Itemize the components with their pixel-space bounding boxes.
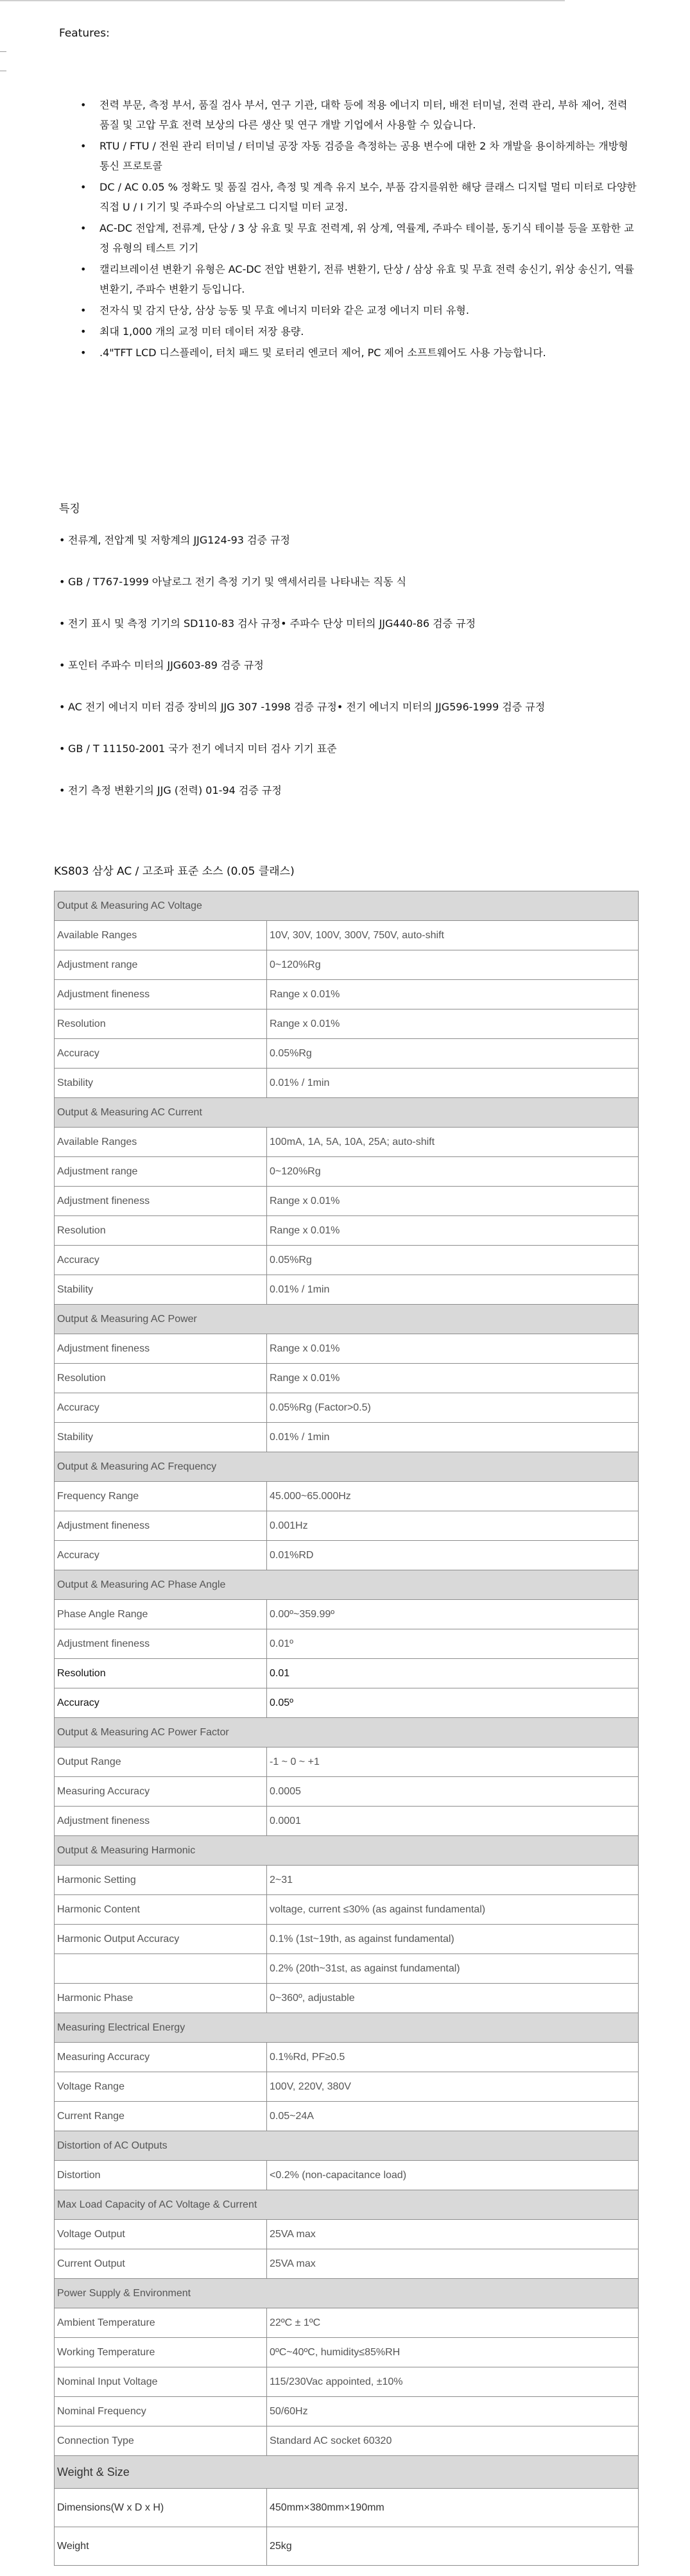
spec-row <box>55 2367 639 2397</box>
spec-value: 25VA max <box>267 2249 639 2279</box>
spec-row <box>55 2527 639 2566</box>
spec-section-row <box>55 1718 639 1747</box>
spec-row <box>55 1541 639 1570</box>
spec-section-title: Distortion of AC Outputs <box>55 2131 639 2161</box>
spec-row <box>55 980 639 1009</box>
spec-value: Range x 0.01% <box>267 1216 639 1246</box>
features-list-item: • DC / AC 0.05 % 정확도 및 품질 검사, 측정 및 계측 유지 보수, 부품 감지를위한 해당 클래스 디지털 멀티 미터로 다양한 직접 U / I 기기 및 주파수의 아날로그 디지털 미터 교정. <box>80 177 639 217</box>
spec-value: 0.05%Rg <box>267 1039 639 1069</box>
spec-row <box>55 2489 639 2527</box>
spec-label: Weight <box>55 2527 267 2566</box>
spec-section-title: Power Supply & Environment <box>55 2279 639 2308</box>
spec-value: 2~31 <box>267 1866 639 1895</box>
spec-value: 0~120%Rg <box>267 950 639 980</box>
spec-label: Ambient Temperature <box>55 2308 267 2338</box>
spec-row <box>55 1364 639 1393</box>
spec-label: Available Ranges <box>55 1128 267 1157</box>
spec-label: Stability <box>55 1423 267 1452</box>
spec-value: 0.00º~359.99º <box>267 1600 639 1629</box>
spec-value: 0.1% (1st~19th, as against fundamental) <box>267 1925 639 1954</box>
features-list-item: • 캘리브레이션 변환기 유형은 AC-DC 전압 변환기, 전류 변환기, 단상 / 삼상 유효 및 무효 전력 송신기, 위상 송신기, 역률 변환기, 주파수 변환기 등입니다. <box>80 259 639 299</box>
spec-section-title: Measuring Electrical Energy <box>55 2013 639 2043</box>
spec-label: Phase Angle Range <box>55 1600 267 1629</box>
spec-value: Range x 0.01% <box>267 980 639 1009</box>
korean-features-list <box>59 530 643 822</box>
spec-label: Adjustment fineness <box>55 1629 267 1659</box>
spec-value: <0.2% (non-capacitance load) <box>267 2161 639 2190</box>
spec-value: Range x 0.01% <box>267 1187 639 1216</box>
spec-value: 0.01% / 1min <box>267 1275 639 1305</box>
spec-label: Accuracy <box>55 1688 267 1718</box>
features-list-item: • .4"TFT LCD 디스플레이, 터치 패드 및 로터리 엔코더 제어, PC 제어 소프트웨어도 사용 가능합니다. <box>80 343 639 363</box>
spec-section-title: Output & Measuring AC Power Factor <box>55 1718 639 1747</box>
spec-section-title: Output & Measuring Harmonic <box>55 1836 639 1866</box>
spec-label: Measuring Accuracy <box>55 2043 267 2072</box>
korean-features-item: • AC 전기 에너지 미터 검증 장비의 JJG 307 -1998 검증 규정• 전기 에너지 미터의 JJG596-1999 검증 규정 <box>59 697 643 717</box>
spec-label: Resolution <box>55 1009 267 1039</box>
spec-row <box>55 1600 639 1629</box>
spec-label: Stability <box>55 1069 267 1098</box>
features-list-item: • RTU / FTU / 전원 관리 터미널 / 터미널 공장 자동 검증을 측정하는 공용 변수에 대한 2 차 개발을 용이하게하는 개방형 통신 프로토콜 <box>80 136 639 176</box>
korean-features-item: • 전류계, 전압계 및 저항계의 JJG124-93 검증 규정 <box>59 530 643 550</box>
spec-label: Adjustment fineness <box>55 980 267 1009</box>
spec-row <box>55 1039 639 1069</box>
spec-label: Adjustment range <box>55 950 267 980</box>
spec-row <box>55 1216 639 1246</box>
spec-value: Range x 0.01% <box>267 1009 639 1039</box>
spec-label: Available Ranges <box>55 921 267 950</box>
spec-value: 0.001Hz <box>267 1511 639 1541</box>
spec-label: Current Range <box>55 2102 267 2131</box>
korean-features-item: • GB / T767-1999 아날로그 전기 측정 기기 및 액세서리를 나타내는 직동 식 <box>59 572 643 592</box>
spec-value: -1 ~ 0 ~ +1 <box>267 1747 639 1777</box>
spec-row <box>55 1128 639 1157</box>
spec-value: 0ºC~40ºC, humidity≤85%RH <box>267 2338 639 2367</box>
spec-row <box>55 1747 639 1777</box>
spec-row <box>55 2249 639 2279</box>
spec-value: 0.0001 <box>267 1807 639 1836</box>
spec-value: Range x 0.01% <box>267 1334 639 1364</box>
spec-row <box>55 1954 639 1984</box>
spec-table-body <box>55 891 639 2566</box>
spec-row <box>55 1275 639 1305</box>
spec-row <box>55 1423 639 1452</box>
spec-label: Adjustment fineness <box>55 1807 267 1836</box>
features-heading: Features: <box>59 27 110 40</box>
features-list-item: • AC-DC 전압계, 전류계, 단상 / 3 상 유효 및 무효 전력계, 위 상계, 역률계, 주파수 테이블, 동기식 테이블 등을 포함한 교정 유형의 테스트 기기 <box>80 218 639 258</box>
korean-features-item: • GB / T 11150-2001 국가 전기 에너지 미터 검사 기기 표준 <box>59 739 643 759</box>
spec-section-title: Output & Measuring AC Phase Angle <box>55 1570 639 1600</box>
spec-row <box>55 1807 639 1836</box>
spec-row <box>55 2397 639 2426</box>
spec-value: 0.01%RD <box>267 1541 639 1570</box>
spec-section-row <box>55 2190 639 2220</box>
spec-row <box>55 1777 639 1807</box>
spec-row <box>55 2426 639 2456</box>
features-list-item: • 전자식 및 감지 단상, 삼상 능동 및 무효 에너지 미터와 같은 교정 에너지 미터 유형. <box>80 300 639 320</box>
spec-section-title: Output & Measuring AC Frequency <box>55 1452 639 1482</box>
spec-row <box>55 1246 639 1275</box>
spec-section-row <box>55 1836 639 1866</box>
top-edge-line <box>0 0 565 1</box>
spec-row <box>55 1866 639 1895</box>
spec-label: Voltage Output <box>55 2220 267 2249</box>
spec-row <box>55 2072 639 2102</box>
spec-label: Accuracy <box>55 1541 267 1570</box>
spec-section-row <box>55 1570 639 1600</box>
spec-row <box>55 950 639 980</box>
spec-value: voltage, current ≤30% (as against fundamental) <box>267 1895 639 1925</box>
spec-row <box>55 2102 639 2131</box>
spec-row <box>55 1482 639 1511</box>
features-list-item: • 최대 1,000 개의 교정 미터 데이터 저장 용량. <box>80 322 639 341</box>
spec-label: Nominal Input Voltage <box>55 2367 267 2397</box>
spec-value: 0.05%Rg <box>267 1246 639 1275</box>
spec-row <box>55 2338 639 2367</box>
spec-label: Resolution <box>55 1216 267 1246</box>
korean-features-item: • 전기 표시 및 측정 기기의 SD110-83 검사 규정• 주파수 단상 미터의 JJG440-86 검증 규정 <box>59 614 643 633</box>
spec-value: 25kg <box>267 2527 639 2566</box>
spec-value: 0.01% / 1min <box>267 1069 639 1098</box>
spec-table <box>54 891 639 2566</box>
spec-row <box>55 1925 639 1954</box>
spec-value: 0~120%Rg <box>267 1157 639 1187</box>
spec-label: Harmonic Setting <box>55 1866 267 1895</box>
spec-section-row <box>55 1452 639 1482</box>
spec-label: Harmonic Phase <box>55 1984 267 2013</box>
spec-value: 450mm×380mm×190mm <box>267 2489 639 2527</box>
spec-label: Harmonic Output Accuracy <box>55 1925 267 1954</box>
korean-features-item: • 포인터 주파수 미터의 JJG603-89 검증 규정 <box>59 655 643 675</box>
spec-row <box>55 1157 639 1187</box>
spec-label: Measuring Accuracy <box>55 1777 267 1807</box>
spec-row <box>55 1187 639 1216</box>
spec-value: 0.05%Rg (Factor>0.5) <box>267 1393 639 1423</box>
spec-label: Stability <box>55 1275 267 1305</box>
spec-section-row <box>55 2456 639 2489</box>
features-list-item: • 전력 부문, 측정 부서, 품질 검사 부서, 연구 기관, 대학 등에 적용 에너지 미터, 배전 터미널, 전력 관리, 부하 제어, 전력 품질 및 고압 무효 전력 보상의 다른 생산 및 연구 개발 기업에서 사용할 수 있습니다. <box>80 95 639 135</box>
spec-table-title: KS803 삼상 AC / 고조파 표준 소스 (0.05 클래스) <box>54 865 295 878</box>
spec-label: Accuracy <box>55 1393 267 1423</box>
korean-features-item: • 전기 측정 변환기의 JJG (전력) 01-94 검증 규정 <box>59 780 643 800</box>
spec-section-title: Weight & Size <box>55 2456 639 2489</box>
spec-label: Adjustment range <box>55 1157 267 1187</box>
spec-label: Nominal Frequency <box>55 2397 267 2426</box>
spec-label: Adjustment fineness <box>55 1187 267 1216</box>
spec-row <box>55 1069 639 1098</box>
spec-value: 50/60Hz <box>267 2397 639 2426</box>
left-edge-mark <box>0 51 6 52</box>
korean-features-heading: 특징 <box>59 502 80 515</box>
spec-section-row <box>55 891 639 921</box>
spec-value: 0~360º, adjustable <box>267 1984 639 2013</box>
spec-row <box>55 1334 639 1364</box>
spec-row <box>55 2043 639 2072</box>
spec-label: Resolution <box>55 1364 267 1393</box>
spec-row <box>55 1659 639 1688</box>
spec-value: 0.0005 <box>267 1777 639 1807</box>
spec-section-row <box>55 2279 639 2308</box>
features-list <box>80 95 639 364</box>
spec-label: Output Range <box>55 1747 267 1777</box>
spec-label: Adjustment fineness <box>55 1511 267 1541</box>
spec-section-title: Output & Measuring AC Power <box>55 1305 639 1334</box>
spec-section-title: Max Load Capacity of AC Voltage & Current <box>55 2190 639 2220</box>
spec-row <box>55 1393 639 1423</box>
spec-value: 115/230Vac appointed, ±10% <box>267 2367 639 2397</box>
spec-row <box>55 2308 639 2338</box>
spec-row <box>55 2220 639 2249</box>
spec-value: 10V, 30V, 100V, 300V, 750V, auto-shift <box>267 921 639 950</box>
spec-section-title: Output & Measuring AC Voltage <box>55 891 639 921</box>
spec-value: 0.1%Rd, PF≥0.5 <box>267 2043 639 2072</box>
spec-row <box>55 1009 639 1039</box>
spec-row <box>55 1688 639 1718</box>
spec-label: Distortion <box>55 2161 267 2190</box>
spec-label: Voltage Range <box>55 2072 267 2102</box>
spec-value: 0.05º <box>267 1688 639 1718</box>
spec-value: 0.05~24A <box>267 2102 639 2131</box>
spec-label: Resolution <box>55 1659 267 1688</box>
spec-value: 45.000~65.000Hz <box>267 1482 639 1511</box>
spec-label: Frequency Range <box>55 1482 267 1511</box>
spec-value: Range x 0.01% <box>267 1364 639 1393</box>
spec-value: 100mA, 1A, 5A, 10A, 25A; auto-shift <box>267 1128 639 1157</box>
spec-section-row <box>55 2131 639 2161</box>
spec-label: Harmonic Content <box>55 1895 267 1925</box>
spec-label: Working Temperature <box>55 2338 267 2367</box>
spec-section-row <box>55 1098 639 1128</box>
spec-value: 0.01 <box>267 1659 639 1688</box>
spec-section-row <box>55 2013 639 2043</box>
spec-label: Dimensions(W x D x H) <box>55 2489 267 2527</box>
spec-section-title: Output & Measuring AC Current <box>55 1098 639 1128</box>
spec-row <box>55 1629 639 1659</box>
spec-label: Accuracy <box>55 1246 267 1275</box>
spec-row <box>55 2161 639 2190</box>
spec-row <box>55 1895 639 1925</box>
spec-row <box>55 1984 639 2013</box>
spec-value: 0.2% (20th~31st, as against fundamental) <box>267 1954 639 1984</box>
spec-value: 0.01% / 1min <box>267 1423 639 1452</box>
spec-value: 100V, 220V, 380V <box>267 2072 639 2102</box>
spec-value: 0.01º <box>267 1629 639 1659</box>
spec-label: Current Output <box>55 2249 267 2279</box>
spec-value: Standard AC socket 60320 <box>267 2426 639 2456</box>
spec-label: Accuracy <box>55 1039 267 1069</box>
spec-section-row <box>55 1305 639 1334</box>
spec-row <box>55 921 639 950</box>
spec-value: 25VA max <box>267 2220 639 2249</box>
spec-label: Connection Type <box>55 2426 267 2456</box>
spec-label <box>55 1954 267 1984</box>
spec-row <box>55 1511 639 1541</box>
spec-value: 22ºC ± 1ºC <box>267 2308 639 2338</box>
spec-label: Adjustment fineness <box>55 1334 267 1364</box>
